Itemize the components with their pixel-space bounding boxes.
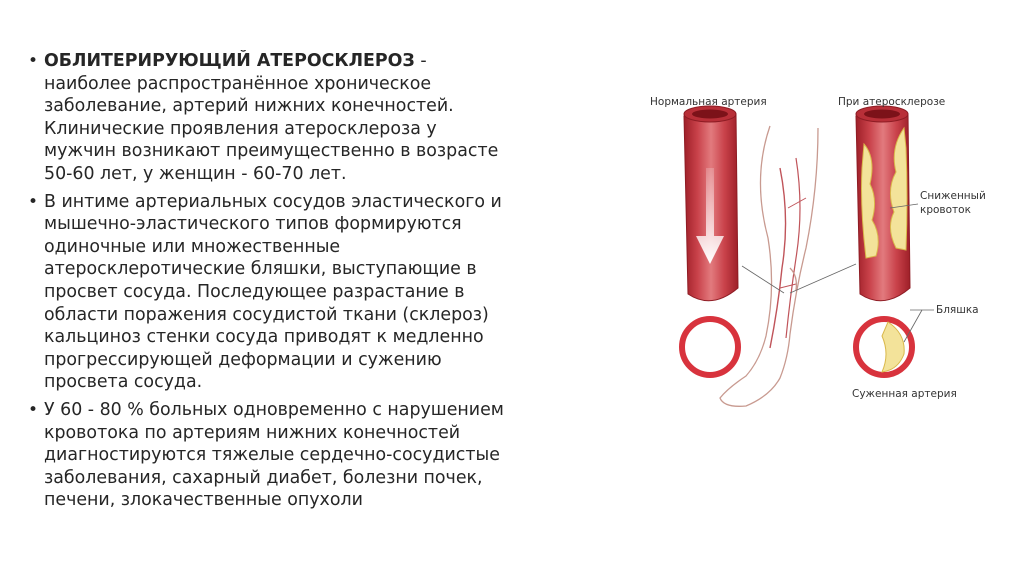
line: заболевание, артерий нижних конечностей. (44, 96, 454, 117)
artery-illustration (620, 88, 1000, 428)
narrowed-artery-label: Суженная артерия (852, 388, 957, 400)
line: просвета сосуда. (44, 372, 203, 393)
plaque-label: Бляшка (936, 304, 979, 316)
heading-term: ОБЛИТЕРИРУЮЩИЙ АТЕРОСКЛЕРОЗ (44, 51, 415, 71)
bullet-icon: • (28, 51, 39, 71)
pointer-line (742, 266, 784, 293)
illustration-svg (620, 88, 1000, 428)
line: кровотока по артериям нижних конечностей (44, 422, 461, 443)
list-item (28, 399, 610, 512)
bullet-icon: • (28, 191, 39, 212)
line: В интиме артериальных сосудов эластического и (44, 191, 502, 212)
atherosclerosis-label: При атеросклерозе (838, 96, 946, 108)
reduced-flow-label-2: кровоток (920, 204, 971, 216)
line: одиночные или множественные (44, 236, 341, 257)
line: мышечно-эластического типов формируются (44, 214, 462, 235)
line: атеросклеротические бляшки, выступающие в (44, 259, 477, 280)
line: просвет сосуда. Последующее разрастание в (44, 281, 465, 302)
line: 50-60 лет, у женщин - 60-70 лет. (44, 163, 347, 184)
normal-cross-section (682, 319, 738, 375)
line: заболевания, сахарный диабет, болезни почек, (44, 467, 483, 488)
atherosclerosis-artery (856, 106, 910, 301)
normal-artery-label: Нормальная артерия (650, 96, 767, 108)
normal-artery (684, 106, 738, 301)
line: У 60 - 80 % больных одновременно с нарушением (44, 399, 504, 420)
line: кальциноз стенки сосуда приводят к медленно (44, 327, 484, 348)
line: мужчин возникают преимущественно в возрасте (44, 141, 499, 162)
line: прогрессирующей деформации и сужению (44, 349, 442, 370)
line: печени, злокачественные опухоли (44, 490, 363, 511)
line: наиболее распространённое хроническое (44, 73, 432, 94)
list-item (28, 191, 610, 394)
text-column (28, 50, 610, 517)
line: Клинические проявления атеросклероза у (44, 118, 437, 139)
line (44, 50, 610, 73)
heading-suffix: - (414, 51, 427, 71)
bullet-list (28, 50, 610, 512)
line: диагностируются тяжелые сердечно-сосудистые (44, 445, 500, 466)
pointer-line (790, 264, 856, 293)
line: области поражения сосудистой ткани (склероз) (44, 304, 489, 325)
bullet-icon: • (28, 399, 39, 420)
list-item (28, 50, 610, 186)
reduced-flow-label-1: Сниженный (920, 190, 986, 202)
